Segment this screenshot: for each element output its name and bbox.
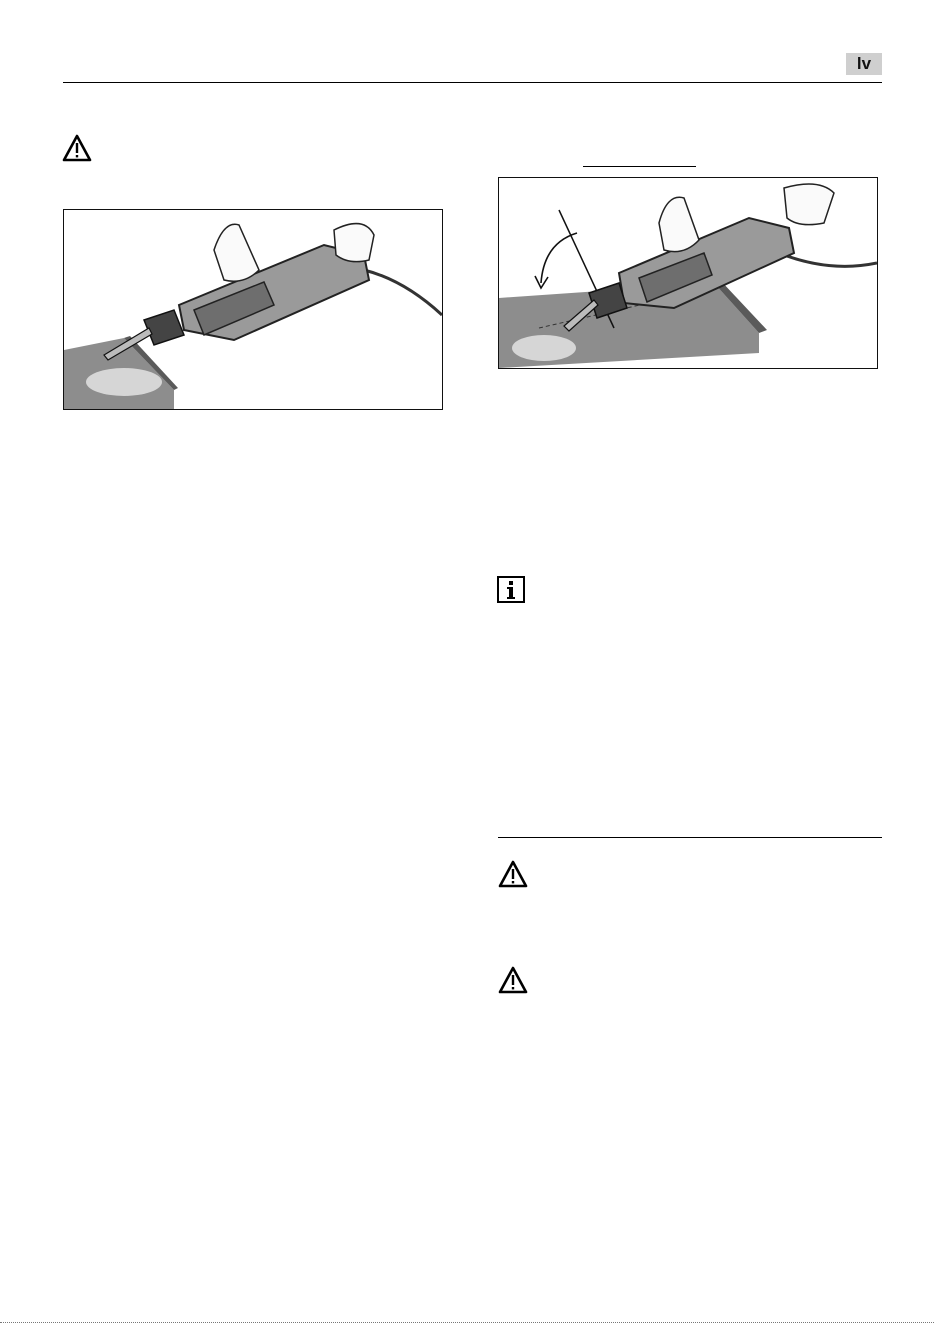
figure-saw-angled-cut [498,177,878,369]
info-icon [497,576,525,603]
language-badge: lv [846,53,882,75]
right-heading-underline [583,166,696,167]
header-rule [63,82,882,83]
warning-triangle-icon [498,860,528,888]
warning-triangle-icon [498,966,528,994]
figure-saw-edge-cut [63,209,443,410]
section-rule [498,837,882,838]
warning-triangle-icon [62,134,92,162]
